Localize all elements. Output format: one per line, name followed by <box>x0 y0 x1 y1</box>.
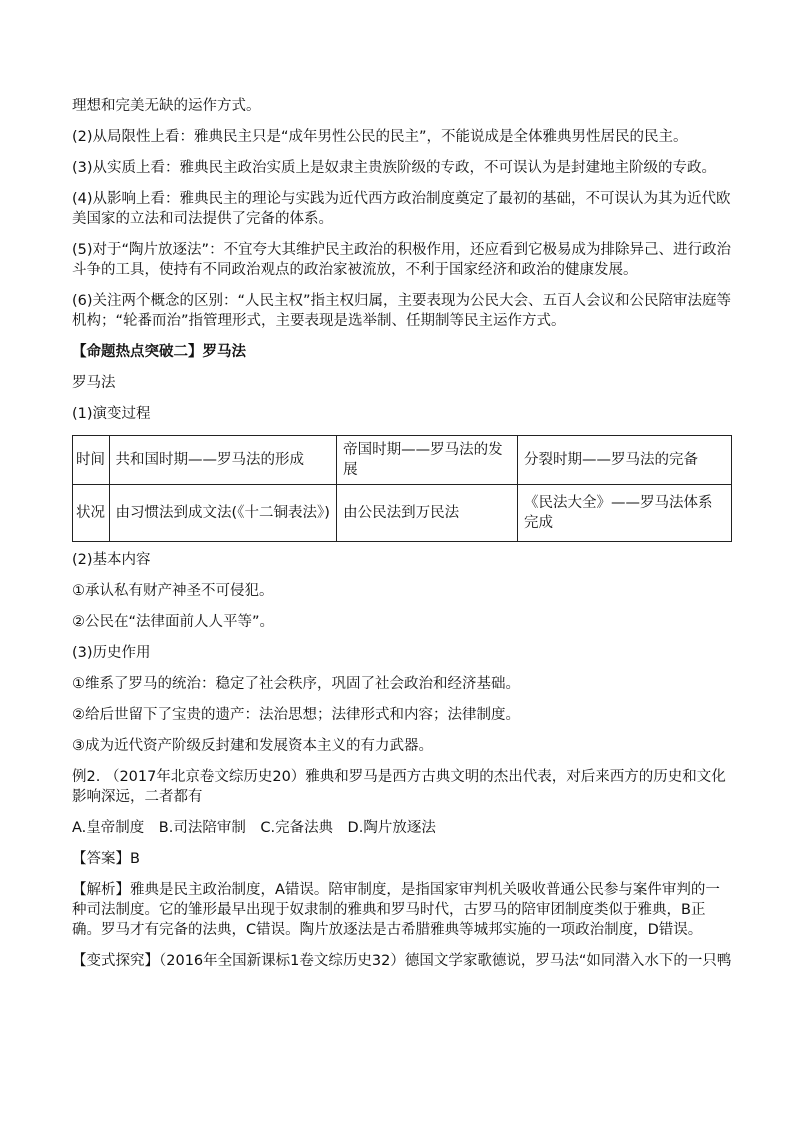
text-line: (3)从实质上看：雅典民主政治实质上是奴隶主贵族阶级的专政，不可误认为是封建地主阶级的专政。 <box>72 160 717 176</box>
analysis-text: 【解析】雅典是民主政治制度，A错误。陪审制度，是指国家审判机关吸收普通公民参与案件审判的一种司法制度。它的雏形最早出现于奴隶制的雅典和罗马时代，古罗马的陪审团制度类似于雅典，B正确。罗马才有完备的法典，C错误。陶片放逐法是古希腊雅典等城邦实施的一项政治制度，D错误。 <box>72 882 720 938</box>
evolution-table <box>72 435 732 542</box>
text-line: ③成为近代资产阶级反封建和发展资本主义的有力武器。 <box>72 738 433 754</box>
text-line: (1)演变过程 <box>72 406 151 422</box>
table-cell: 帝国时期——罗马法的发展 <box>337 436 518 485</box>
table-cell: 共和国时期——罗马法的形成 <box>109 436 337 485</box>
text-line: (5)对于“陶片放逐法”：不宜夸大其维护民主政治的积极作用，还应看到它极易成为排除异己、进行政治斗争的工具，使持有不同政治观点的政治家被流放，不利于国家经济和政治的健康发展。 <box>72 242 732 278</box>
text-line: (3)历史作用 <box>72 645 151 661</box>
answer-line: 【答案】B <box>72 851 140 867</box>
table-cell: 《民法大全》——罗马法体系完成 <box>518 485 732 542</box>
variant-question: 【变式探究】（2016年全国新课标1卷文综历史32）德国文学家歌德说，罗马法“如同潜入水下的一只鸭 <box>72 953 732 969</box>
text-line: (2)基本内容 <box>72 552 151 568</box>
table-row <box>73 485 732 542</box>
table-header-row <box>73 436 732 485</box>
answer-options: A.皇帝制度 B.司法陪审制 C.完备法典 D.陶片放逐法 <box>72 820 436 836</box>
question-text: 例2. （2017年北京卷文综历史20）雅典和罗马是西方古典文明的杰出代表，对后来西方的历史和文化影响深远，二者都有 <box>72 769 726 805</box>
text-line: (6)关注两个概念的区别：“人民主权”指主权归属，主要表现为公民大会、五百人会议和公民陪审法庭等机构；“轮番而治”指管理形式，主要表现是选举制、任期制等民主运作方式。 <box>72 293 732 329</box>
text-line: ①承认私有财产神圣不可侵犯。 <box>72 583 274 599</box>
text-line: 理想和完美无缺的运作方式。 <box>72 98 261 114</box>
text-line: 罗马法 <box>72 375 116 391</box>
table-cell: 由习惯法到成文法(《十二铜表法》) <box>109 485 337 542</box>
table-cell: 由公民法到万民法 <box>337 485 518 542</box>
text-line: (2)从局限性上看：雅典民主只是“成年男性公民的民主”，不能说成是全体雅典男性居民的民主。 <box>72 129 688 145</box>
section-heading: 【命题热点突破二】罗马法 <box>72 344 246 360</box>
table-cell: 分裂时期——罗马法的完备 <box>518 436 732 485</box>
table-cell: 时间 <box>73 436 110 485</box>
text-line: ①维系了罗马的统治：稳定了社会秩序，巩固了社会政治和经济基础。 <box>72 676 520 692</box>
text-line: ②公民在“法律面前人人平等”。 <box>72 614 275 630</box>
text-line: (4)从影响上看：雅典民主的理论与实践为近代西方政治制度奠定了最初的基础，不可误认为其为近代欧美国家的立法和司法提供了完备的体系。 <box>72 191 731 227</box>
text-line: ②给后世留下了宝贵的遗产：法治思想；法律形式和内容；法律制度。 <box>72 707 520 723</box>
table-cell: 状况 <box>73 485 110 542</box>
document-page <box>72 96 732 982</box>
